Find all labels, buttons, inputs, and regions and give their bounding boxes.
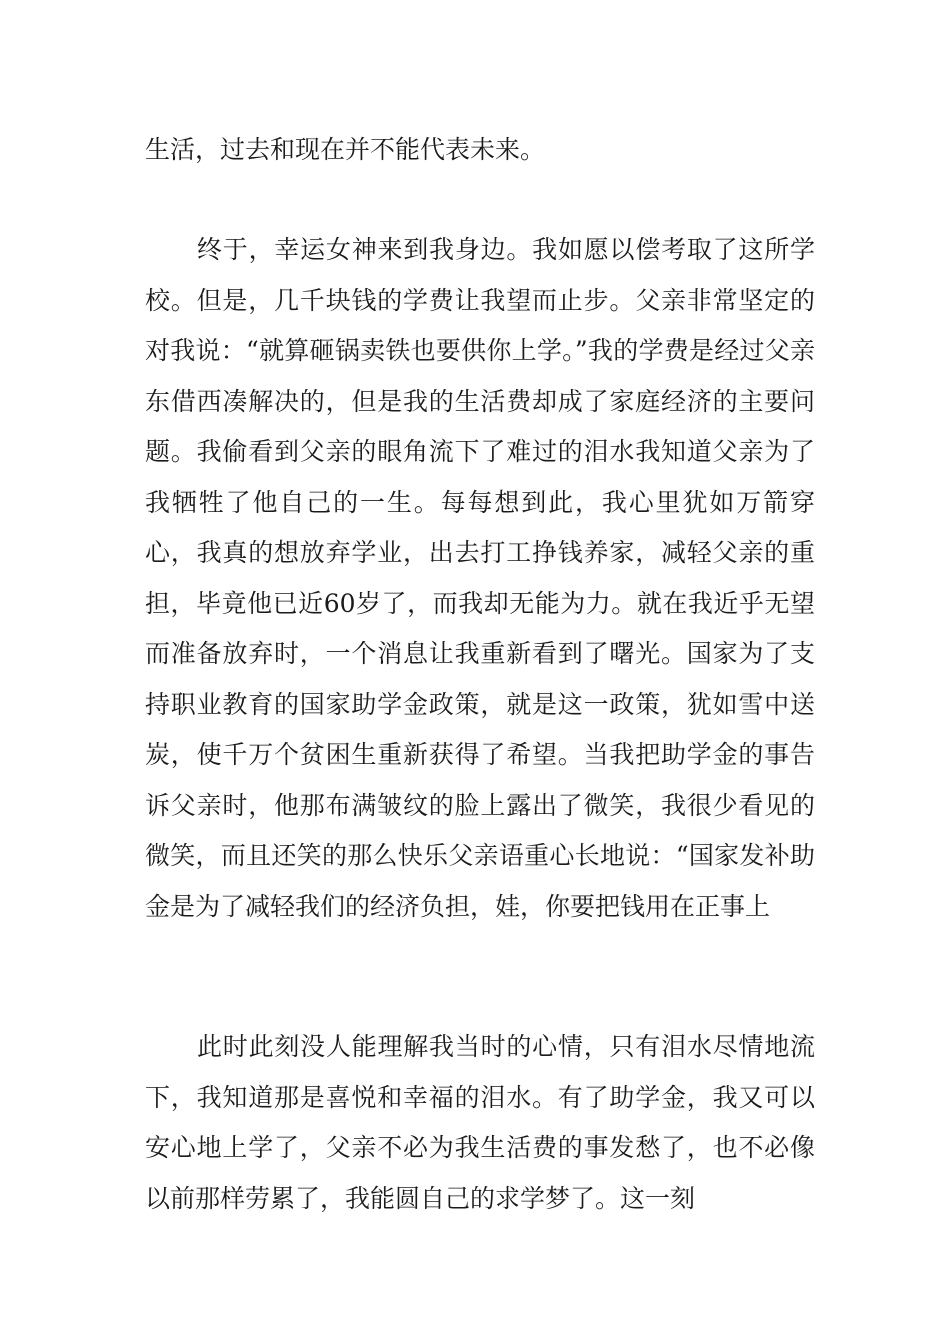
paragraph-luck-arrives: 终于，幸运女神来到我身边。我如愿以偿考取了这所学校。但是，几千块钱的学费让我望而止步。父亲非常坚定的对我说：“就算砸锅卖铁也要供你上学。”我的学费是经过父亲东借西凑解决的，但是我的生活费却成了家庭经济的主要问题。我偷看到父亲的眼角流下了难过的泪水我知道父亲为了我牺牲了他自己的一生。每每想到此，我心里犹如万箭穿心，我真的想放弃学业，出去打工挣钱养家，减轻父亲的重担，毕竟他已近60岁了，而我却无能为力。就在我近乎无望而准备放弃时，一个消息让我重新看到了曙光。国家为了支持职业教育的国家助学金政策，就是这一政策，犹如雪中送炭，使千万个贫困生重新获得了希望。当我把助学金的事告诉父亲时，他那布满皱纹的脸上露出了微笑，我很少看见的微笑，而且还笑的那么快乐父亲语重心长地说：“国家发补助金是为了减轻我们的经济负担，娃，你要把钱用在正事上	[145, 235, 815, 921]
paragraph-continuation: 生活，过去和现在并不能代表未来。	[145, 135, 546, 164]
paragraph-tears-of-joy: 此时此刻没人能理解我当时的心情，只有泪水尽情地流下，我知道那是喜悦和幸福的泪水。有了助学金，我又可以安心地上学了，父亲不必为我生活费的事发愁了，也不必像以前那样劳累了，我能圆自己的求学梦了。这一刻	[145, 1032, 815, 1213]
